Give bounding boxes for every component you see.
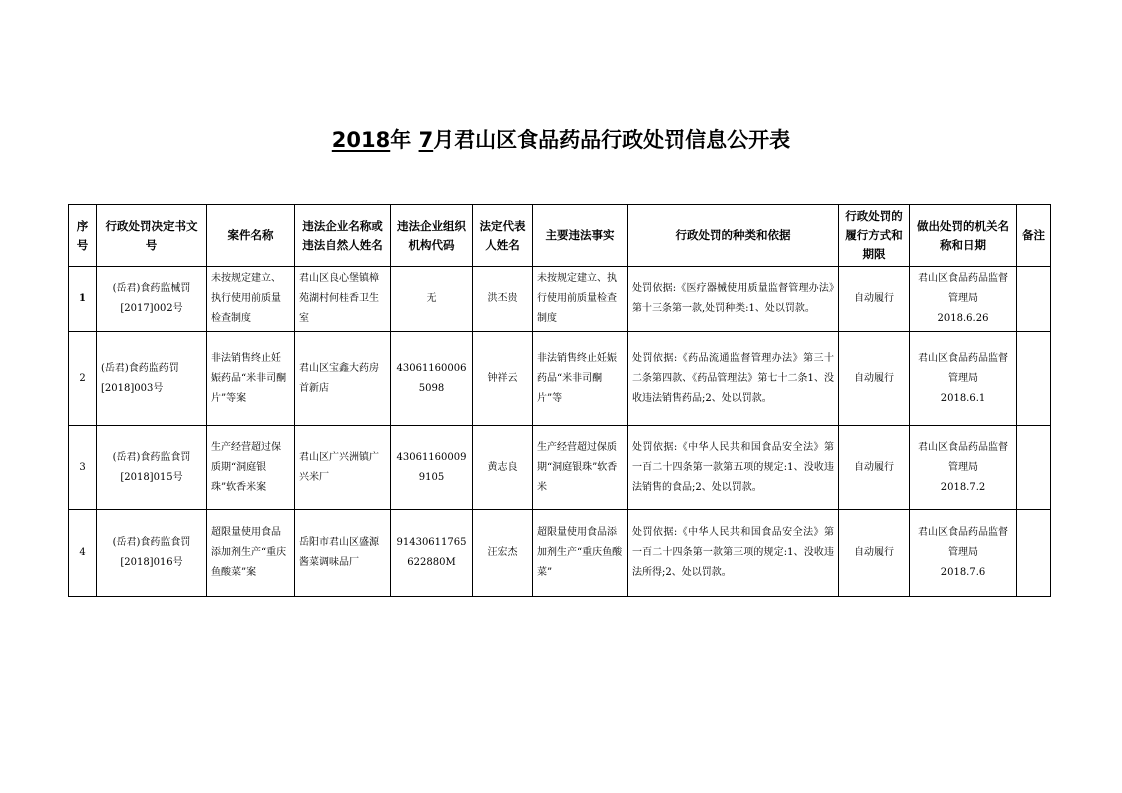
cell-party: 君山区宝鑫大药房首新店: [295, 332, 391, 426]
header-authority: 做出处罚的机关名称和日期: [910, 205, 1017, 267]
cell-basis: 处罚依据:《中华人民共和国食品安全法》第一百二十四条第一款第五项的规定:1、没收违法销售的食品;2、处以罚款。: [628, 426, 839, 510]
header-seq: 序号: [69, 205, 97, 267]
header-remark: 备注: [1017, 205, 1051, 267]
header-org-code: 违法企业组织机构代码: [391, 205, 473, 267]
cell-remark: [1017, 332, 1051, 426]
cell-facts: 未按规定建立、执行使用前质量检查制度: [533, 267, 628, 332]
penalty-table: [68, 204, 1051, 597]
cell-party: 岳阳市君山区盛源酱菜调味品厂: [295, 510, 391, 597]
authority-date: 2018.6.26: [937, 313, 989, 324]
title-year-suffix: 年: [390, 128, 419, 152]
header-performance: 行政处罚的履行方式和期限: [839, 205, 910, 267]
cell-authority: [910, 267, 1017, 332]
authority-date: 2018.6.1: [940, 392, 986, 404]
authority-date: 2018.7.6: [940, 567, 986, 578]
cell-remark: [1017, 267, 1051, 332]
cell-performance: 自动履行: [839, 332, 910, 426]
cell-basis: 处罚依据:《医疗器械使用质量监督管理办法》第十三条第一款,处罚种类:1、处以罚款。: [628, 267, 839, 332]
cell-facts: 非法销售终止妊娠药品“米非司酮片”等: [533, 332, 628, 426]
cell-performance: 自动履行: [839, 267, 910, 332]
header-doc-no: 行政处罚决定书文号: [97, 205, 207, 267]
cell-seq: 1: [69, 267, 97, 332]
cell-basis: 处罚依据:《药品流通监督管理办法》第三十二条第四款、《药品管理法》第七十二条1、没收违法销售药品;2、处以罚款。: [628, 332, 839, 426]
cell-case-name: 生产经营超过保质期“洞庭银珠”软香米案: [207, 426, 295, 510]
cell-remark: [1017, 510, 1051, 597]
cell-performance: 自动履行: [839, 510, 910, 597]
cell-authority: [910, 332, 1017, 426]
page-title: [0, 124, 1122, 154]
cell-doc-no: (岳君)食药监食罚[2018]015号: [97, 426, 207, 510]
authority-date: 2018.7.2: [940, 481, 986, 493]
cell-remark: [1017, 426, 1051, 510]
cell-doc-no: (岳君)食药监械罚[2017]002号: [97, 267, 207, 332]
title-month: 7: [418, 128, 434, 152]
authority-name: 君山区食品药品监督管理局: [918, 527, 1008, 558]
cell-facts: 超限量使用食品添加剂生产“重庆鱼酸菜”: [533, 510, 628, 597]
header-legal-rep: 法定代表人姓名: [473, 205, 533, 267]
cell-authority: [910, 510, 1017, 597]
cell-legal-rep: 黄志良: [473, 426, 533, 510]
cell-case-name: 非法销售终止妊娠药品“米非司酮片”等案: [207, 332, 295, 426]
authority-name: 君山区食品药品监督管理局: [918, 441, 1008, 473]
table-row: [69, 332, 1051, 426]
table-row: [69, 426, 1051, 510]
cell-org-code: 91430611765622880M: [391, 510, 473, 597]
cell-doc-no: (岳君)食药监食罚[2018]016号: [97, 510, 207, 597]
cell-org-code: 430611600099105: [391, 426, 473, 510]
cell-party: 君山区良心堡镇樟苑湖村何桂香卫生室: [295, 267, 391, 332]
cell-legal-rep: 洪丕贵: [473, 267, 533, 332]
cell-authority: [910, 426, 1017, 510]
cell-seq: 3: [69, 426, 97, 510]
header-basis: 行政处罚的种类和依据: [628, 205, 839, 267]
table-row: [69, 267, 1051, 332]
table-row: [69, 510, 1051, 597]
cell-party: 君山区广兴洲镇广兴米厂: [295, 426, 391, 510]
cell-case-name: 超限量使用食品添加剂生产“重庆鱼酸菜”案: [207, 510, 295, 597]
cell-basis: 处罚依据:《中华人民共和国食品安全法》第一百二十四条第一款第三项的规定:1、没收违法所得;2、处以罚款。: [628, 510, 839, 597]
cell-org-code: 430611600065098: [391, 332, 473, 426]
cell-org-code: 无: [391, 267, 473, 332]
title-year: 2018: [331, 128, 391, 152]
cell-seq: 2: [69, 332, 97, 426]
cell-legal-rep: 汪宏杰: [473, 510, 533, 597]
table-header-row: [69, 205, 1051, 267]
cell-legal-rep: 钟祥云: [473, 332, 533, 426]
title-rest: 月君山区食品药品行政处罚信息公开表: [433, 128, 791, 152]
header-case-name: 案件名称: [207, 205, 295, 267]
cell-seq: 4: [69, 510, 97, 597]
cell-doc-no: (岳君)食药监药罚[2018]003号: [97, 332, 207, 426]
authority-name: 君山区食品药品监督管理局: [918, 273, 1008, 304]
cell-facts: 生产经营超过保质期“洞庭银珠”软香米: [533, 426, 628, 510]
header-party: 违法企业名称或违法自然人姓名: [295, 205, 391, 267]
authority-name: 君山区食品药品监督管理局: [918, 352, 1008, 384]
cell-performance: 自动履行: [839, 426, 910, 510]
cell-case-name: 未按规定建立、执行使用前质量检查制度: [207, 267, 295, 332]
header-facts: 主要违法事实: [533, 205, 628, 267]
